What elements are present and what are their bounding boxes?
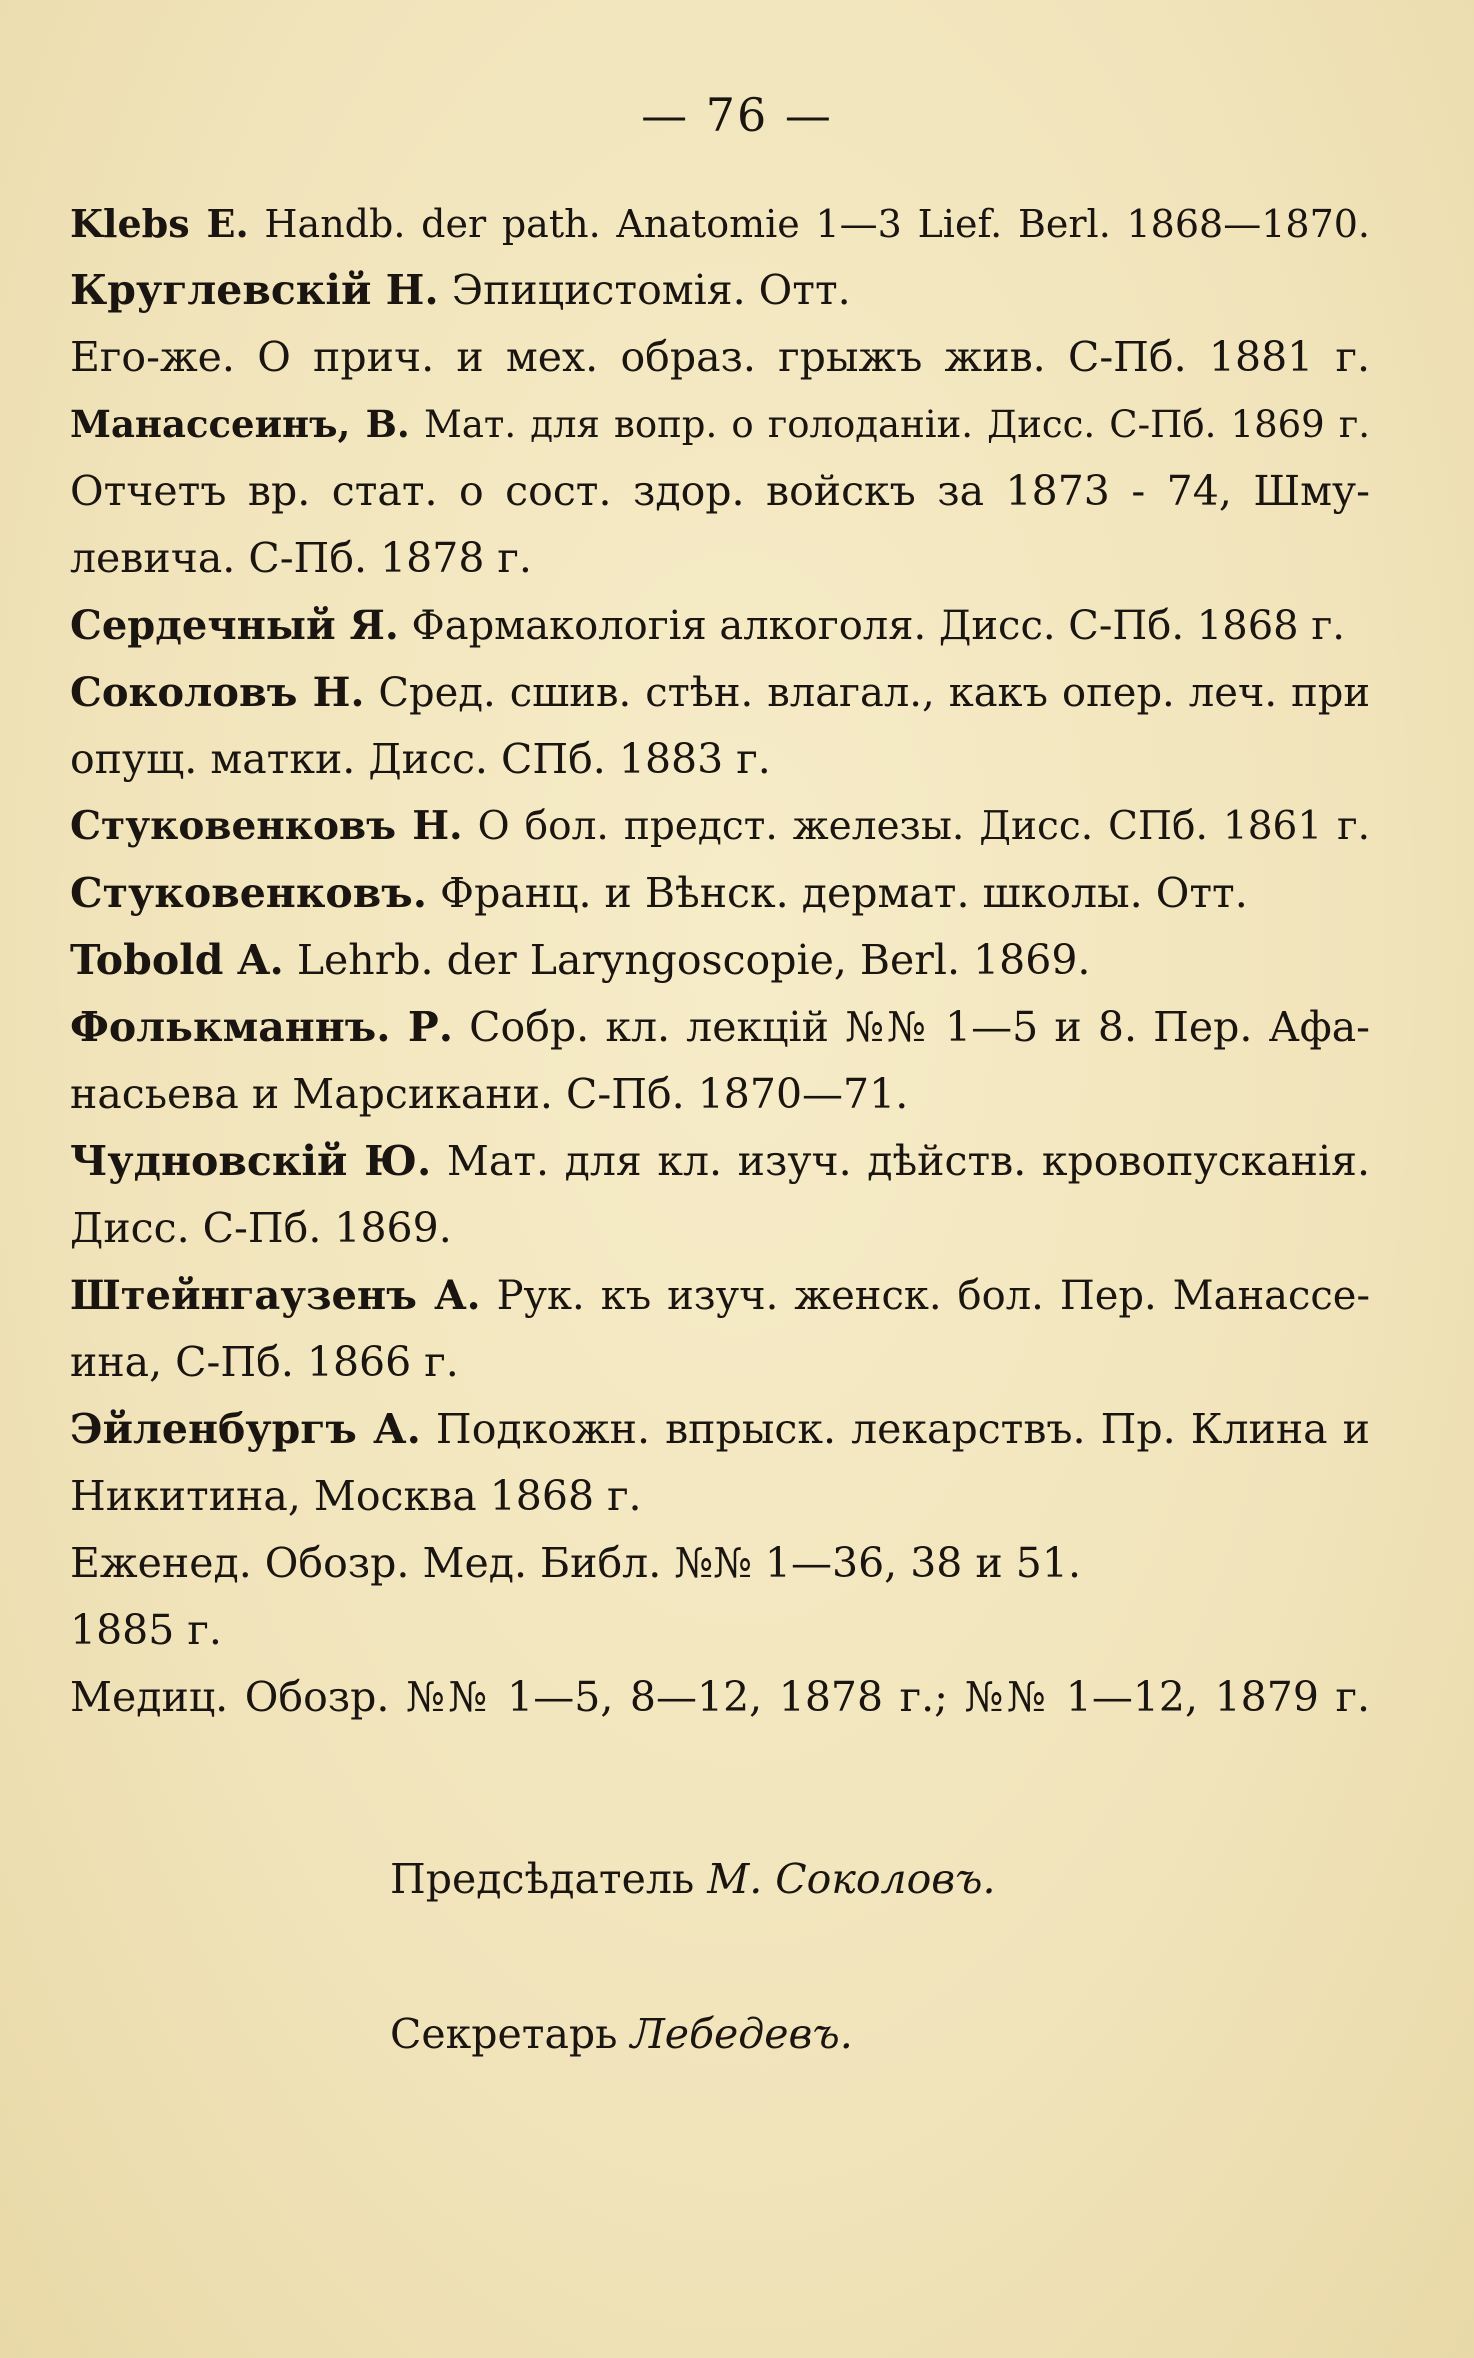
bibliography-line (70, 994, 1370, 1061)
bibliography-line (70, 525, 1370, 592)
entry-author: Чудновскій Ю. (70, 1137, 432, 1185)
bibliography-line (70, 458, 1370, 525)
entry-author: Tobold A. (70, 936, 284, 984)
entry-text: Отчетъ вр. стат. о сост. здор. войскъ за 1873 - 74, Шму- (70, 467, 1370, 515)
bibliography-line (70, 1329, 1370, 1396)
secretary-name: Лебедевъ. (630, 2010, 853, 2058)
bibliography-line (70, 1396, 1370, 1463)
entry-text: Медиц. Обозр. №№ 1—5, 8—12, 1878 г.; №№ 1—12, 1879 г. (70, 1673, 1370, 1721)
entry-text: насьева и Марсикани. С-Пб. 1870—71. (70, 1070, 909, 1118)
entry-text: Фармакологія алкоголя. Дисс. С-Пб. 1868 г. (398, 603, 1345, 649)
entry-text: опущ. матки. Дисс. СПб. 1883 г. (70, 735, 771, 783)
chairman-signature (390, 1855, 996, 1903)
bibliography-line (70, 1262, 1370, 1329)
bibliography-line (70, 1463, 1370, 1530)
entry-author: Стуковенковъ. (70, 869, 427, 917)
entry-text: ина, С-Пб. 1866 г. (70, 1338, 459, 1386)
chairman-title: Предсѣдатель (390, 1855, 708, 1903)
entry-text: Handb. der path. Anatomie 1—3 Lief. Berl. 1868—1870. (248, 202, 1370, 246)
entry-text: Рук. къ изуч. женск. бол. Пер. Манассе- (480, 1273, 1370, 1319)
entry-author: Сердечный Я. (70, 602, 399, 649)
secretary-title: Секретарь (390, 2010, 631, 2058)
entry-text: О бол. предст. железы. Дисс. СПб. 1861 г. (462, 804, 1370, 849)
entry-author: Штейнгаузенъ А. (70, 1272, 481, 1319)
entry-text: Сред. сшив. стѣн. влагал., какъ опер. леч. при (364, 670, 1370, 716)
bibliography-line (70, 860, 1370, 927)
bibliography-line (70, 659, 1370, 726)
entry-text: Lehrb. der Laryngoscopie, Berl. 1869. (283, 936, 1091, 984)
bibliography-line (70, 1597, 1370, 1664)
entry-text: Подкожн. впрыск. лекарствъ. Пр. Клина и (420, 1405, 1370, 1453)
bibliography-line (70, 793, 1370, 860)
entry-author: Соколовъ Н. (70, 669, 365, 716)
bibliography-line (70, 1195, 1370, 1262)
entry-author: Манассеинъ, В. (70, 402, 410, 446)
entry-text: Его-же. О прич. и мех. образ. грыжъ жив. С-Пб. 1881 г. (70, 333, 1370, 381)
secretary-signature (390, 2010, 853, 2058)
page-number: — 76 — (641, 88, 833, 142)
entry-text: 1885 г. (70, 1606, 222, 1654)
entry-text: Собр. кл. лекцій №№ 1—5 и 8. Пер. Афа- (453, 1003, 1370, 1051)
entry-author: Стуковенковъ Н. (70, 803, 463, 849)
bibliography-line (70, 1128, 1370, 1195)
bibliography-list (70, 190, 1370, 1731)
bibliography-line (70, 927, 1370, 994)
chairman-name: М. Соколовъ. (707, 1855, 996, 1903)
bibliography-line (70, 257, 1370, 324)
entry-text: Еженед. Обозр. Мед. Библ. №№ 1—36, 38 и 51. (70, 1539, 1081, 1587)
entry-text: Франц. и Вѣнск. дермат. школы. Отт. (427, 869, 1248, 917)
entry-text: Эпицистомія. Отт. (438, 266, 851, 314)
entry-text: Мат. для вопр. о голоданіи. Дисс. С-Пб. 1869 г. (409, 403, 1370, 446)
entry-author: Круглевскій Н. (70, 266, 439, 314)
entry-text: левича. С-Пб. 1878 г. (70, 534, 532, 582)
bibliography-line (70, 1061, 1370, 1128)
bibliography-line (70, 324, 1370, 391)
entry-text: Мат. для кл. изуч. дѣйств. кровопусканія. (431, 1137, 1370, 1185)
entry-author: Klebs E. (70, 201, 249, 246)
entry-author: Фолькманнъ. Р. (70, 1003, 454, 1051)
bibliography-line (70, 190, 1370, 257)
bibliography-line (70, 391, 1370, 458)
entry-text: Никитина, Москва 1868 г. (70, 1472, 642, 1520)
bibliography-line (70, 1664, 1370, 1731)
bibliography-line (70, 592, 1370, 659)
entry-author: Эйленбургъ А. (70, 1405, 421, 1453)
entry-text: Дисс. С-Пб. 1869. (70, 1204, 452, 1252)
bibliography-line (70, 1530, 1370, 1597)
bibliography-line (70, 726, 1370, 793)
